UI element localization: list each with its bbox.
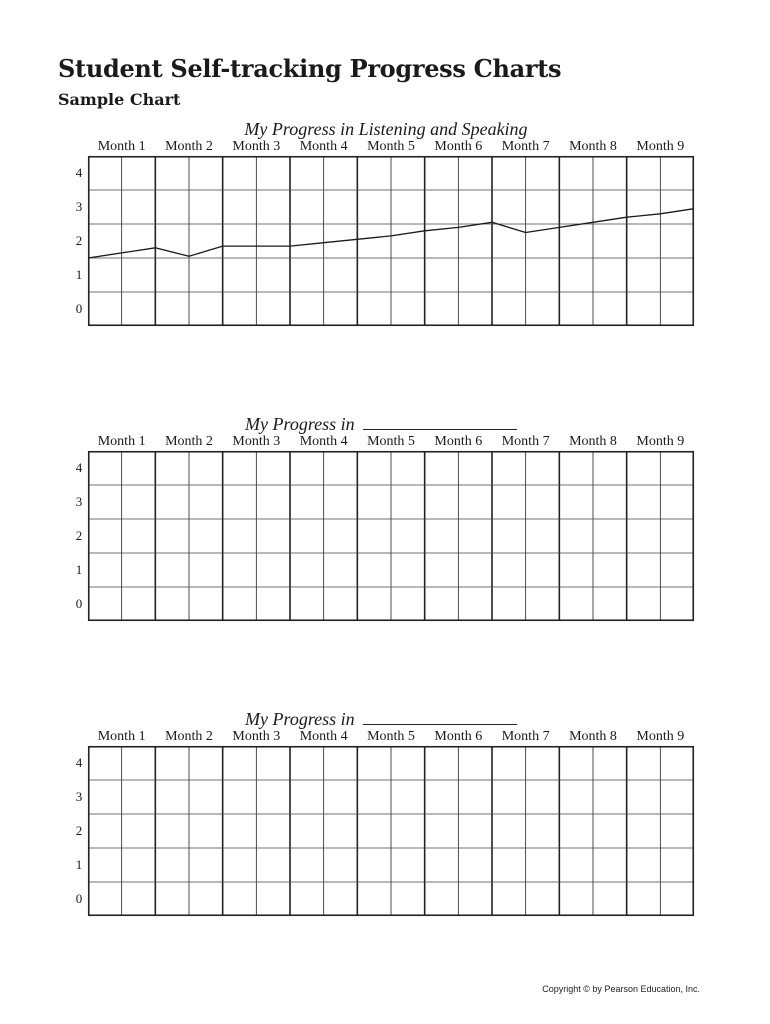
month-label: Month 9 [636, 434, 685, 449]
subject-blank-line[interactable] [363, 710, 517, 725]
progress-chart-listening-speaking [56, 118, 716, 358]
month-label: Month 9 [636, 729, 685, 744]
month-label: Month 4 [299, 434, 348, 449]
month-label: Month 3 [232, 434, 281, 449]
month-label: Month 1 [97, 729, 146, 744]
month-label: Month 3 [232, 729, 281, 744]
y-axis-label: 4 [75, 460, 83, 475]
y-axis-label: 3 [75, 494, 83, 509]
month-label: Month 4 [299, 729, 348, 744]
chart-title-text: My Progress in Listening and Speaking [244, 119, 528, 139]
chart-svg [75, 729, 694, 916]
month-label: Month 1 [97, 434, 146, 449]
y-axis-label: 4 [75, 165, 83, 180]
month-label: Month 2 [165, 139, 213, 154]
month-label: Month 4 [299, 139, 348, 154]
y-axis-label: 4 [75, 755, 83, 770]
chart-grid [75, 434, 694, 621]
month-label: Month 1 [97, 139, 146, 154]
y-axis-label: 0 [75, 891, 83, 906]
y-axis-label: 0 [75, 301, 83, 316]
y-axis-label: 3 [75, 199, 83, 214]
y-axis-label: 1 [75, 857, 83, 872]
y-axis-label: 2 [75, 823, 83, 838]
chart-grid [75, 729, 694, 916]
y-axis-label: 2 [75, 528, 83, 543]
month-label: Month 5 [367, 434, 415, 449]
month-label: Month 9 [636, 139, 685, 154]
month-label: Month 2 [165, 729, 213, 744]
month-label: Month 7 [501, 729, 550, 744]
y-axis-label: 1 [75, 267, 83, 282]
month-label: Month 8 [569, 139, 617, 154]
progress-chart-blank-1 [56, 413, 716, 653]
chart-title [245, 708, 517, 730]
month-label: Month 8 [569, 434, 617, 449]
chart-svg [75, 434, 694, 621]
month-label: Month 6 [434, 729, 483, 744]
month-label: Month 7 [501, 434, 550, 449]
month-label: Month 2 [165, 434, 213, 449]
chart-title-text: My Progress in [245, 709, 355, 729]
progress-chart-blank-2 [56, 708, 716, 948]
chart-svg [75, 139, 694, 326]
y-axis-label: 2 [75, 233, 83, 248]
copyright-notice: Copyright © by Pearson Education, Inc. [542, 984, 700, 994]
y-axis-label: 0 [75, 596, 83, 611]
y-axis-label: 1 [75, 562, 83, 577]
chart-title [245, 413, 517, 435]
month-label: Month 8 [569, 729, 617, 744]
chart-title-text: My Progress in [245, 414, 355, 434]
subject-blank-line[interactable] [363, 415, 517, 430]
month-label: Month 5 [367, 139, 415, 154]
month-label: Month 6 [434, 139, 483, 154]
page-title: Student Self-tracking Progress Charts [58, 54, 562, 83]
chart-title [56, 118, 716, 140]
y-axis-label: 3 [75, 789, 83, 804]
month-label: Month 6 [434, 434, 483, 449]
chart-grid [75, 139, 694, 326]
page-subtitle: Sample Chart [58, 90, 181, 109]
month-label: Month 3 [232, 139, 281, 154]
month-label: Month 5 [367, 729, 415, 744]
month-label: Month 7 [501, 139, 550, 154]
